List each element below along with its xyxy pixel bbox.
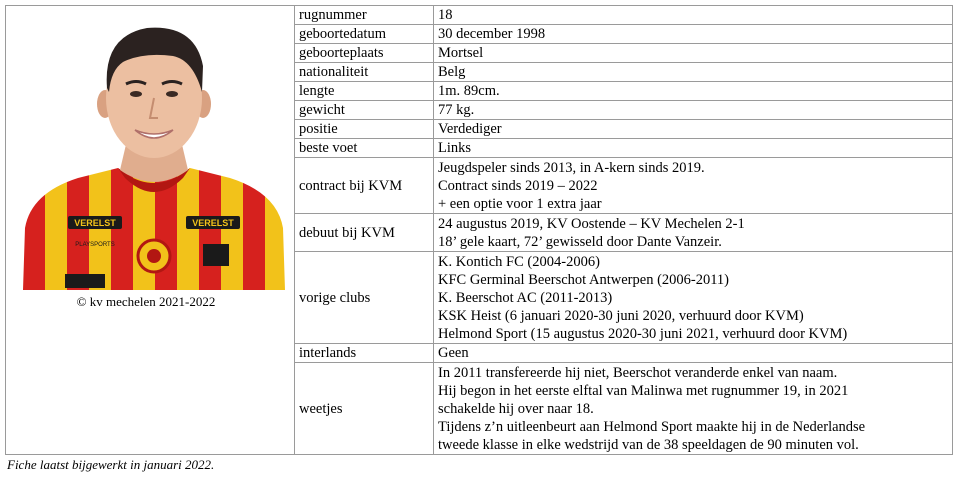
value-weetjes: In 2011 transfereerde hij niet, Beerschot veranderde enkel van naam. Hij begon in het eerste elftal van Malinwa met rugnummer 19, in 2021 schakelde hij over naar 18. Tijdens z’n uitleenbeurt aan Helmond Sport maakte hij in de Nederlandse tweede klasse in elke wedstrijd van de 38 speeldagen de 90 minuten vol. [434, 363, 953, 455]
value-gewicht: 77 kg. [434, 101, 953, 120]
value-contract: Jeugdspeler sinds 2013, in A-kern sinds 2019. Contract sinds 2019 – 2022 + een optie voor 1 extra jaar [434, 158, 953, 214]
label-nationaliteit: nationaliteit [295, 63, 434, 82]
player-photo [23, 18, 285, 290]
footer-note: Fiche laatst bijgewerkt in januari 2022. [7, 457, 215, 472]
shirt-print: PLAYSPORTS [75, 242, 115, 248]
label-geboorteplaats: geboorteplaats [295, 44, 434, 63]
label-vorige-clubs: vorige clubs [295, 252, 434, 344]
label-contract: contract bij KVM [295, 158, 434, 214]
value-positie: Verdediger [434, 120, 953, 139]
value-vorige-clubs: K. Kontich FC (2004-2006) KFC Germinal Beerschot Antwerpen (2006-2011) K. Beerschot AC (2011-2013) KSK Heist (6 januari 2020-30 juni 2020, verhuurd door KVM) Helmond Sport (15 augustus 2020-30 juni 2021, verhuurd door KVM) [434, 252, 953, 344]
label-positie: positie [295, 120, 434, 139]
player-fiche-table [5, 5, 953, 455]
label-beste-voet: beste voet [295, 139, 434, 158]
shirt-sponsor-right: VERELST [192, 218, 234, 228]
label-geboortedatum: geboortedatum [295, 25, 434, 44]
label-rugnummer: rugnummer [295, 6, 434, 25]
kit-brand-icon [203, 244, 229, 266]
photo-cell [6, 6, 295, 455]
value-nationaliteit: Belg [434, 63, 953, 82]
value-geboorteplaats: Mortsel [434, 44, 953, 63]
shirt-sponsor-left: VERELST [74, 218, 116, 228]
label-lengte: lengte [295, 82, 434, 101]
value-lengte: 1m. 89cm. [434, 82, 953, 101]
label-interlands: interlands [295, 344, 434, 363]
value-debuut: 24 augustus 2019, KV Oostende – KV Mechelen 2-1 18’ gele kaart, 72’ gewisseld door Dante Vanzeir. [434, 214, 953, 252]
value-rugnummer: 18 [434, 6, 953, 25]
label-gewicht: gewicht [295, 101, 434, 120]
value-geboortedatum: 30 december 1998 [434, 25, 953, 44]
label-weetjes: weetjes [295, 363, 434, 455]
value-interlands: Geen [434, 344, 953, 363]
photo-copyright: © kv mechelen 2021-2022 [76, 294, 216, 309]
label-debuut: debuut bij KVM [295, 214, 434, 252]
value-beste-voet: Links [434, 139, 953, 158]
